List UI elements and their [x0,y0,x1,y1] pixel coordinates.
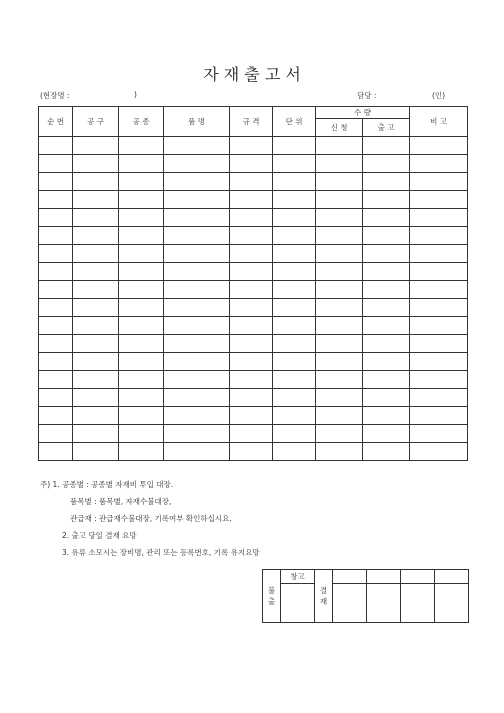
header-tool: 공 구 [73,107,119,137]
table-cell[interactable] [363,209,410,227]
table-cell[interactable] [119,263,164,281]
table-cell[interactable] [230,209,273,227]
table-cell[interactable] [119,299,164,317]
table-cell[interactable] [363,425,410,443]
table-cell[interactable] [230,299,273,317]
table-cell[interactable] [73,281,119,299]
table-cell[interactable] [39,281,73,299]
table-cell[interactable] [39,227,73,245]
table-cell[interactable] [119,281,164,299]
table-cell[interactable] [316,335,363,353]
table-cell[interactable] [73,173,119,191]
table-cell[interactable] [316,227,363,245]
table-cell[interactable] [164,155,230,173]
table-cell[interactable] [73,245,119,263]
table-cell[interactable] [316,407,363,425]
table-cell[interactable] [39,407,73,425]
table-cell[interactable] [119,173,164,191]
table-cell[interactable] [410,443,468,461]
table-cell[interactable] [273,299,316,317]
table-cell[interactable] [316,245,363,263]
table-cell[interactable] [363,227,410,245]
site-name-label: (현장명 : [40,91,70,100]
table-cell[interactable] [316,263,363,281]
table-row [39,299,468,317]
table-row [39,335,468,353]
table-cell[interactable] [410,263,468,281]
table-row [39,353,468,371]
table-cell[interactable] [119,317,164,335]
table-cell[interactable] [73,371,119,389]
table-cell[interactable] [164,209,230,227]
table-row [39,173,468,191]
table-cell[interactable] [73,227,119,245]
table-cell[interactable] [164,353,230,371]
header-quantity: 수 량 [316,107,410,119]
table-cell[interactable] [119,245,164,263]
table-cell[interactable] [39,299,73,317]
table-cell[interactable] [39,443,73,461]
table-cell[interactable] [363,155,410,173]
table-cell[interactable] [410,245,468,263]
table-cell[interactable] [230,281,273,299]
table-cell[interactable] [39,425,73,443]
table-cell[interactable] [273,263,316,281]
table-cell[interactable] [164,137,230,155]
table-cell[interactable] [410,281,468,299]
table-cell[interactable] [273,389,316,407]
table-cell[interactable] [164,299,230,317]
table-cell[interactable] [73,443,119,461]
dispatch-label: 불 출 [263,570,281,623]
table-cell[interactable] [73,299,119,317]
table-cell[interactable] [363,389,410,407]
table-cell[interactable] [164,281,230,299]
table-cell[interactable] [273,227,316,245]
table-cell[interactable] [39,317,73,335]
table-cell[interactable] [73,425,119,443]
table-cell[interactable] [119,335,164,353]
table-cell[interactable] [410,299,468,317]
table-cell[interactable] [230,173,273,191]
header-request: 신 청 [316,119,363,137]
table-cell[interactable] [316,389,363,407]
table-row [39,155,468,173]
table-cell[interactable] [73,353,119,371]
table-cell[interactable] [119,407,164,425]
table-cell[interactable] [119,353,164,371]
table-row [39,407,468,425]
note-1-government: 관급재 : 관급재수불대장, 기록여부 확인하십시요. [70,514,232,523]
table-cell[interactable] [410,353,468,371]
table-cell[interactable] [230,155,273,173]
table-cell[interactable] [410,407,468,425]
table-cell[interactable] [73,389,119,407]
header-remark: 비 고 [410,107,468,137]
header-issue: 출 고 [363,119,410,137]
issue-table [38,106,468,461]
note-3: 3. 유류 소모시는 장비명, 관리 또는 등록번호, 기록 유지요망 [62,548,260,557]
table-cell[interactable] [164,191,230,209]
note-2: 2. 출고 당일 결재 요망 [62,531,137,540]
approval-slot-2-sign[interactable] [367,584,401,623]
table-cell[interactable] [273,191,316,209]
table-cell[interactable] [39,371,73,389]
table-cell[interactable] [73,335,119,353]
table-row [39,227,468,245]
table-cell[interactable] [230,245,273,263]
header-item: 품 명 [164,107,230,137]
table-row [39,191,468,209]
table-cell[interactable] [73,191,119,209]
table-cell[interactable] [316,191,363,209]
table-cell[interactable] [119,425,164,443]
table-cell[interactable] [39,137,73,155]
table-cell[interactable] [119,389,164,407]
table-cell[interactable] [273,137,316,155]
table-cell[interactable] [273,335,316,353]
table-row [39,209,468,227]
table-cell[interactable] [273,209,316,227]
table-cell[interactable] [164,443,230,461]
table-cell[interactable] [410,227,468,245]
table-cell[interactable] [410,155,468,173]
table-cell[interactable] [363,443,410,461]
table-cell[interactable] [363,173,410,191]
table-cell[interactable] [39,209,73,227]
header-spec: 규 격 [230,107,273,137]
table-row [39,425,468,443]
table-cell[interactable] [73,263,119,281]
table-cell[interactable] [230,191,273,209]
table-cell[interactable] [410,191,468,209]
table-cell[interactable] [410,335,468,353]
table-cell[interactable] [316,155,363,173]
table-cell[interactable] [410,137,468,155]
document-title: 자 재 출 고 서 [203,65,301,84]
table-row [39,281,468,299]
table-cell[interactable] [363,335,410,353]
table-cell[interactable] [39,173,73,191]
approval-slot-1-header [333,570,367,584]
seal-label: (인) [432,91,446,100]
table-cell[interactable] [39,263,73,281]
table-cell[interactable] [363,353,410,371]
table-row [39,443,468,461]
table-cell[interactable] [164,335,230,353]
table-cell[interactable] [164,245,230,263]
table-cell[interactable] [363,299,410,317]
approval-slot-3-header [401,570,435,584]
approval-slot-2-header [367,570,401,584]
manager-label: 담당 : [357,91,377,100]
table-cell[interactable] [273,425,316,443]
table-cell[interactable] [316,317,363,335]
table-cell[interactable] [410,317,468,335]
table-cell[interactable] [316,299,363,317]
table-cell[interactable] [164,263,230,281]
table-cell[interactable] [39,353,73,371]
table-cell[interactable] [363,263,410,281]
note-1: 주) 1. 공종별 : 공종별 자재비 투입 대장. [40,480,174,489]
table-cell[interactable] [316,353,363,371]
table-cell[interactable] [230,371,273,389]
table-cell[interactable] [273,407,316,425]
table-cell[interactable] [273,317,316,335]
approval-slot-1-sign[interactable] [333,584,367,623]
table-cell[interactable] [230,353,273,371]
table-cell[interactable] [39,389,73,407]
table-cell[interactable] [39,245,73,263]
table-cell[interactable] [273,371,316,389]
table-cell[interactable] [73,155,119,173]
table-cell[interactable] [273,281,316,299]
table-cell[interactable] [410,209,468,227]
table-cell[interactable] [273,353,316,371]
table-cell[interactable] [39,335,73,353]
table-cell[interactable] [410,371,468,389]
approval-label: 결 재 [315,570,333,623]
table-cell[interactable] [230,425,273,443]
table-cell[interactable] [119,443,164,461]
table-cell[interactable] [164,389,230,407]
table-cell[interactable] [410,389,468,407]
table-row [39,263,468,281]
table-cell[interactable] [119,155,164,173]
table-cell[interactable] [363,371,410,389]
table-cell[interactable] [273,443,316,461]
table-cell[interactable] [164,227,230,245]
table-cell[interactable] [164,407,230,425]
table-cell[interactable] [316,371,363,389]
approval-slot-4-sign[interactable] [435,584,469,623]
table-cell[interactable] [230,335,273,353]
table-cell[interactable] [73,209,119,227]
warehouse-label: 창고 [281,570,315,584]
notes [40,476,260,561]
table-cell[interactable] [230,389,273,407]
table-cell[interactable] [316,443,363,461]
table-cell[interactable] [119,209,164,227]
table-row [39,389,468,407]
table-body [39,137,468,461]
table-cell[interactable] [39,191,73,209]
table-cell[interactable] [410,173,468,191]
table-cell[interactable] [273,245,316,263]
approval-slot-4-header [435,570,469,584]
table-cell[interactable] [39,155,73,173]
table-cell[interactable] [119,191,164,209]
table-cell[interactable] [316,281,363,299]
table-cell[interactable] [316,425,363,443]
table-cell[interactable] [230,263,273,281]
table-cell[interactable] [273,155,316,173]
table-cell[interactable] [230,227,273,245]
table-cell[interactable] [316,209,363,227]
site-name-close: ) [134,90,137,99]
table-cell[interactable] [164,317,230,335]
warehouse-sign[interactable] [281,584,315,623]
table-cell[interactable] [410,425,468,443]
header-unit: 단 위 [273,107,316,137]
table-row [39,137,468,155]
approval-box [262,569,469,623]
table-cell[interactable] [119,227,164,245]
approval-slot-3-sign[interactable] [401,584,435,623]
table-cell[interactable] [73,407,119,425]
table-cell[interactable] [363,245,410,263]
table-cell[interactable] [363,317,410,335]
table-cell[interactable] [164,173,230,191]
table-row [39,245,468,263]
table-cell[interactable] [230,443,273,461]
table-cell[interactable] [119,137,164,155]
table-cell[interactable] [230,317,273,335]
table-cell[interactable] [363,191,410,209]
table-cell[interactable] [316,137,363,155]
table-row [39,371,468,389]
table-cell[interactable] [363,407,410,425]
table-cell[interactable] [363,281,410,299]
header-trade: 공 종 [119,107,164,137]
header-seq: 순 번 [39,107,73,137]
note-1-item: 품목별 : 품목별, 자재수불대장, [70,497,172,506]
table-row [39,317,468,335]
table-cell[interactable] [73,137,119,155]
table-cell[interactable] [119,371,164,389]
table-cell[interactable] [164,371,230,389]
table-cell[interactable] [316,173,363,191]
table-cell[interactable] [230,407,273,425]
table-cell[interactable] [73,317,119,335]
table-cell[interactable] [273,173,316,191]
table-cell[interactable] [164,425,230,443]
table-cell[interactable] [230,137,273,155]
table-cell[interactable] [363,137,410,155]
